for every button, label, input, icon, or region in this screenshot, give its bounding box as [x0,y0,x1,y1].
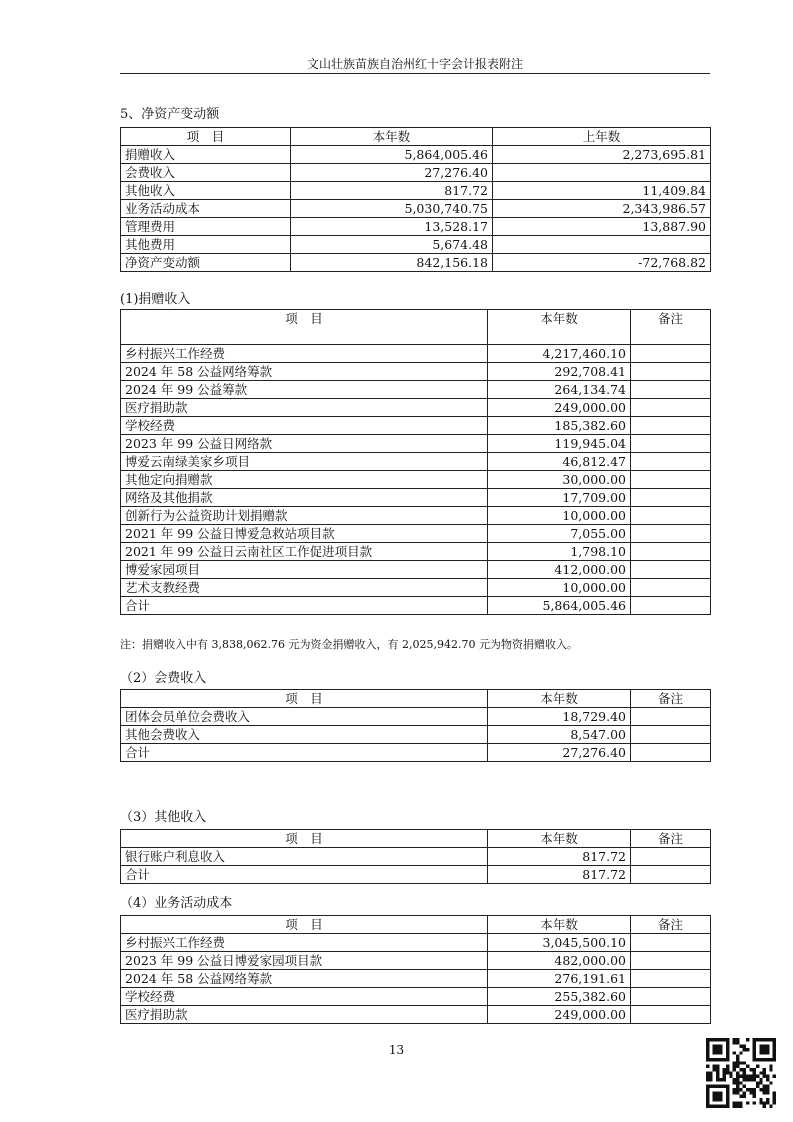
value-cell: 27,276.40 [488,744,631,762]
value-cell: 10,000.00 [488,507,631,525]
item-cell: 团体会员单位会费收入 [121,708,488,726]
donation-table [120,309,711,615]
table-header-row [121,310,711,345]
value-cell: 27,276.40 [291,164,493,182]
table-row [121,363,711,381]
value-cell: 264,134.74 [488,381,631,399]
header-rule [120,73,710,74]
table-row [121,561,711,579]
table-row [121,866,711,884]
extra-cell [631,934,711,952]
extra-cell [631,363,711,381]
extra-cell: 11,409.84 [493,182,711,200]
column-header: 本年数 [488,310,631,345]
value-cell: 17,709.00 [488,489,631,507]
item-cell: 创新行为公益资助计划捐赠款 [121,507,488,525]
item-cell: 博爱云南绿美家乡项目 [121,453,488,471]
item-cell: 2024 年 58 公益网络筹款 [121,970,488,988]
membership-table [120,689,711,762]
extra-cell [631,1006,711,1024]
column-header: 备注 [631,916,711,934]
table-row [121,579,711,597]
item-cell: 学校经费 [121,417,488,435]
value-cell: 4,217,460.10 [488,345,631,363]
extra-cell [631,489,711,507]
extra-cell [631,744,711,762]
value-cell: 276,191.61 [488,970,631,988]
table-row [121,345,711,363]
item-cell: 2023 年 99 公益日博爱家园项目款 [121,952,488,970]
table-row [121,453,711,471]
value-cell: 249,000.00 [488,1006,631,1024]
section-heading-membership: （2）会费收入 [120,671,207,686]
table-row [121,164,711,182]
column-header: 项 目 [121,690,488,708]
column-header: 上年数 [493,128,711,146]
item-cell: 2024 年 58 公益网络筹款 [121,363,488,381]
value-cell: 13,528.17 [291,218,493,236]
extra-cell [631,507,711,525]
table-row [121,934,711,952]
value-cell: 412,000.00 [488,561,631,579]
extra-cell [493,236,711,254]
business-cost-table [120,915,711,1024]
value-cell: 7,055.00 [488,525,631,543]
extra-cell [631,525,711,543]
item-cell: 其他费用 [121,236,291,254]
item-cell: 医疗捐助款 [121,1006,488,1024]
table-header-row [121,128,711,146]
item-cell: 医疗捐助款 [121,399,488,417]
column-header: 项 目 [121,128,291,146]
value-cell: 18,729.40 [488,708,631,726]
item-cell: 其他定向捐赠款 [121,471,488,489]
extra-cell [631,597,711,615]
item-cell: 其他收入 [121,182,291,200]
value-cell: 292,708.41 [488,363,631,381]
extra-cell [631,345,711,363]
column-header: 备注 [631,830,711,848]
item-cell: 净资产变动额 [121,254,291,272]
value-cell: 30,000.00 [488,471,631,489]
extra-cell [631,543,711,561]
extra-cell [631,579,711,597]
section-heading-business-cost: （4）业务活动成本 [120,896,233,911]
table-row [121,399,711,417]
table-row [121,525,711,543]
extra-cell [631,988,711,1006]
item-cell: 合计 [121,597,488,615]
table-row [121,1006,711,1024]
extra-cell [631,970,711,988]
table-row [121,435,711,453]
item-cell: 会费收入 [121,164,291,182]
value-cell: 46,812.47 [488,453,631,471]
net-assets-table [120,127,711,272]
extra-cell: 2,343,986.57 [493,200,711,218]
donation-note: 注：捐赠收入中有 3,838,062.76 元为资金捐赠收入，有 2,025,942.70 元为物资捐赠收入。 [120,638,578,651]
item-cell: 其他会费收入 [121,726,488,744]
value-cell: 5,864,005.46 [488,597,631,615]
item-cell: 乡村振兴工作经费 [121,934,488,952]
table-row [121,708,711,726]
value-cell: 842,156.18 [291,254,493,272]
item-cell: 学校经费 [121,988,488,1006]
column-header: 本年数 [488,916,631,934]
value-cell: 255,382.60 [488,988,631,1006]
item-cell: 2021 年 99 公益日云南社区工作促进项目款 [121,543,488,561]
value-cell: 817.72 [291,182,493,200]
page-number: 13 [388,1043,405,1057]
item-cell: 艺术支教经费 [121,579,488,597]
table-row [121,254,711,272]
table-header-row [121,690,711,708]
table-row [121,236,711,254]
extra-cell: -72,768.82 [493,254,711,272]
extra-cell [631,417,711,435]
item-cell: 捐赠收入 [121,146,291,164]
value-cell: 5,864,005.46 [291,146,493,164]
table-row [121,988,711,1006]
table-row [121,507,711,525]
item-cell: 2023 年 99 公益日网络款 [121,435,488,453]
item-cell: 业务活动成本 [121,200,291,218]
value-cell: 5,674.48 [291,236,493,254]
table-row [121,597,711,615]
column-header: 项 目 [121,310,488,345]
page-header: 文山壮族苗族自治州红十字会计报表附注 [306,57,523,71]
column-header: 备注 [631,310,711,345]
table-row [121,952,711,970]
table-row [121,381,711,399]
table-row [121,471,711,489]
extra-cell [631,471,711,489]
value-cell: 3,045,500.10 [488,934,631,952]
column-header: 项 目 [121,916,488,934]
table-row [121,744,711,762]
value-cell: 119,945.04 [488,435,631,453]
extra-cell [631,435,711,453]
item-cell: 乡村振兴工作经费 [121,345,488,363]
item-cell: 网络及其他捐款 [121,489,488,507]
table-row [121,848,711,866]
extra-cell [631,952,711,970]
table-row [121,182,711,200]
value-cell: 10,000.00 [488,579,631,597]
column-header: 本年数 [488,690,631,708]
extra-cell [631,453,711,471]
table-row [121,417,711,435]
column-header: 备注 [631,690,711,708]
table-row [121,726,711,744]
item-cell: 合计 [121,866,488,884]
value-cell: 1,798.10 [488,543,631,561]
qr-code-icon [706,1038,776,1108]
extra-cell: 2,273,695.81 [493,146,711,164]
value-cell: 249,000.00 [488,399,631,417]
table-row [121,218,711,236]
extra-cell [631,561,711,579]
table-header-row [121,916,711,934]
table-row [121,543,711,561]
extra-cell: 13,887.90 [493,218,711,236]
table-row [121,200,711,218]
column-header: 项 目 [121,830,488,848]
section-heading-net-assets: 5、净资产变动额 [120,107,220,122]
value-cell: 8,547.00 [488,726,631,744]
other-income-table [120,829,711,884]
value-cell: 5,030,740.75 [291,200,493,218]
table-header-row [121,830,711,848]
table-row [121,970,711,988]
item-cell: 合计 [121,744,488,762]
value-cell: 482,000.00 [488,952,631,970]
item-cell: 管理费用 [121,218,291,236]
extra-cell [631,399,711,417]
table-row [121,489,711,507]
extra-cell [631,866,711,884]
section-heading-other-income: （3）其他收入 [120,810,207,825]
section-heading-donation: (1)捐赠收入 [120,292,191,307]
column-header: 本年数 [488,830,631,848]
extra-cell [631,848,711,866]
item-cell: 银行账户利息收入 [121,848,488,866]
item-cell: 2021 年 99 公益日博爱急救站项目款 [121,525,488,543]
value-cell: 817.72 [488,866,631,884]
extra-cell [631,708,711,726]
extra-cell [631,726,711,744]
extra-cell [631,381,711,399]
item-cell: 2024 年 99 公益筹款 [121,381,488,399]
value-cell: 185,382.60 [488,417,631,435]
item-cell: 博爱家园项目 [121,561,488,579]
value-cell: 817.72 [488,848,631,866]
table-row [121,146,711,164]
column-header: 本年数 [291,128,493,146]
extra-cell [493,164,711,182]
